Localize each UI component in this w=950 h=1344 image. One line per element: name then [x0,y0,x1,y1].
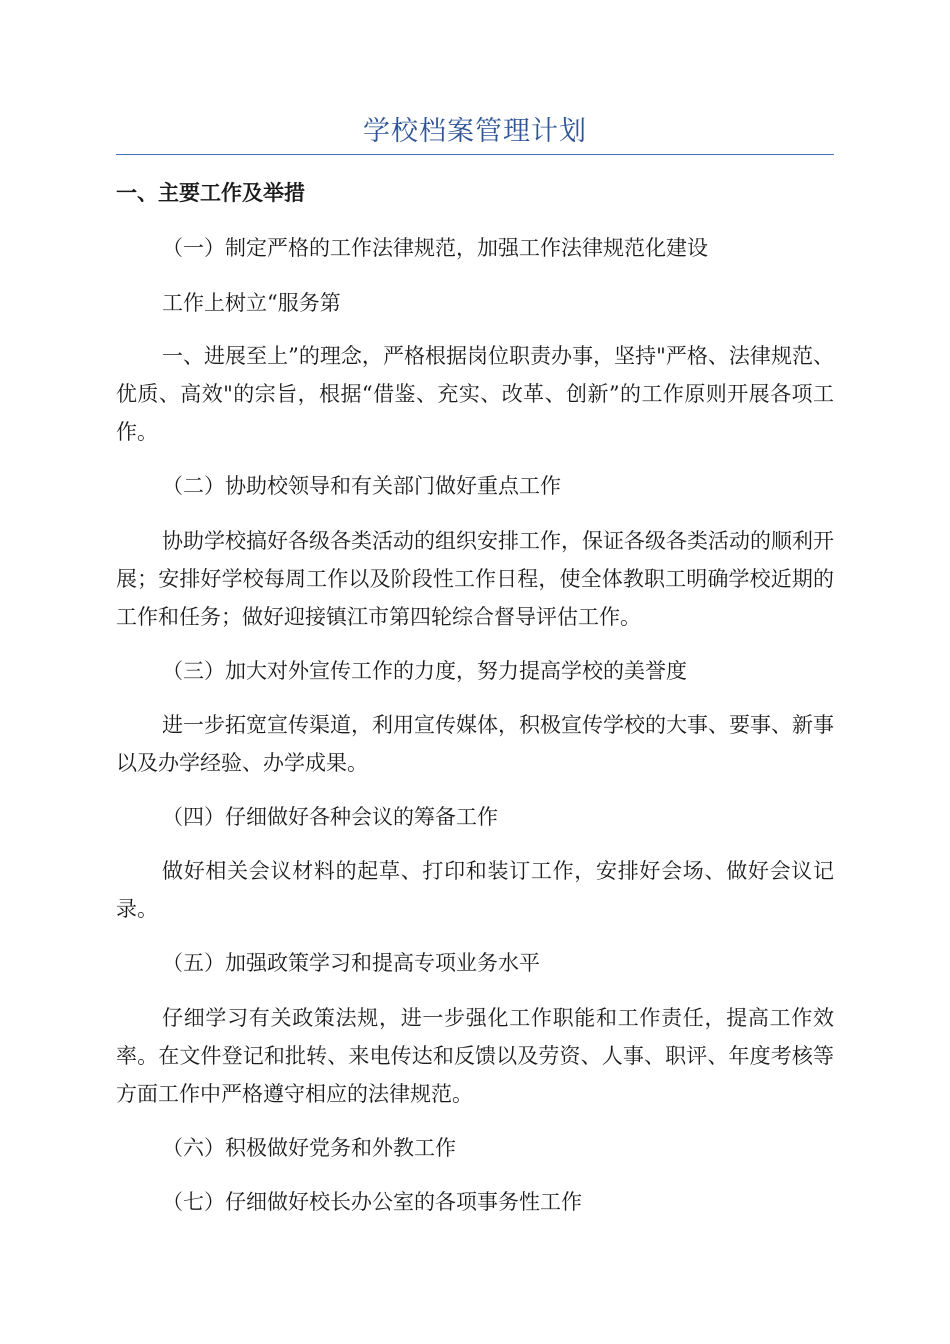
paragraph-1: 工作上树立“服务第 [162,291,341,315]
subheading-2: （二）协助校领导和有关部门做好重点工作 [162,474,561,498]
subheading-7: （七）仔细做好校长办公室的各项事务性工作 [162,1190,582,1214]
paragraph-2: 一、进展至上”的理念，严格根据岗位职责办事，坚持"严格、法律规范、优质、高效"的宗旨，根据“借鉴、充实、改革、创新”的工作原则开展各项工作。 [116,344,834,444]
paragraph-5: 做好相关会议材料的起草、打印和装订工作，安排好会场、做好会议记录。 [116,859,834,921]
subheading-5: （五）加强政策学习和提高专项业务水平 [162,951,540,975]
paragraph-4: 进一步拓宽宣传渠道，利用宣传媒体，积极宣传学校的大事、要事、新事以及办学经验、办学成果。 [116,713,834,775]
subheading-3: （三）加大对外宣传工作的力度，努力提高学校的美誉度 [162,659,687,683]
document-title: 学校档案管理计划 [363,116,587,147]
section-heading: 一、主要工作及举措 [116,181,305,205]
paragraph-3: 协助学校搞好各级各类活动的组织安排工作，保证各级各类活动的顺利开展；安排好学校每周工作以及阶段性工作日程，使全体教职工明确学校近期的工作和任务；做好迎接镇江市第四轮综合督导评估工作。 [116,529,834,629]
subheading-1: （一）制定严格的工作法律规范，加强工作法律规范化建设 [162,236,708,260]
subheading-4: （四）仔细做好各种会议的筹备工作 [162,805,498,829]
paragraph-6: 仔细学习有关政策法规，进一步强化工作职能和工作责任，提高工作效率。在文件登记和批转、来电传达和反馈以及劳资、人事、职评、年度考核等方面工作中严格遵守相应的法律规范。 [116,1006,834,1106]
title-underline [116,154,834,155]
subheading-6: （六）积极做好党务和外教工作 [162,1136,456,1160]
